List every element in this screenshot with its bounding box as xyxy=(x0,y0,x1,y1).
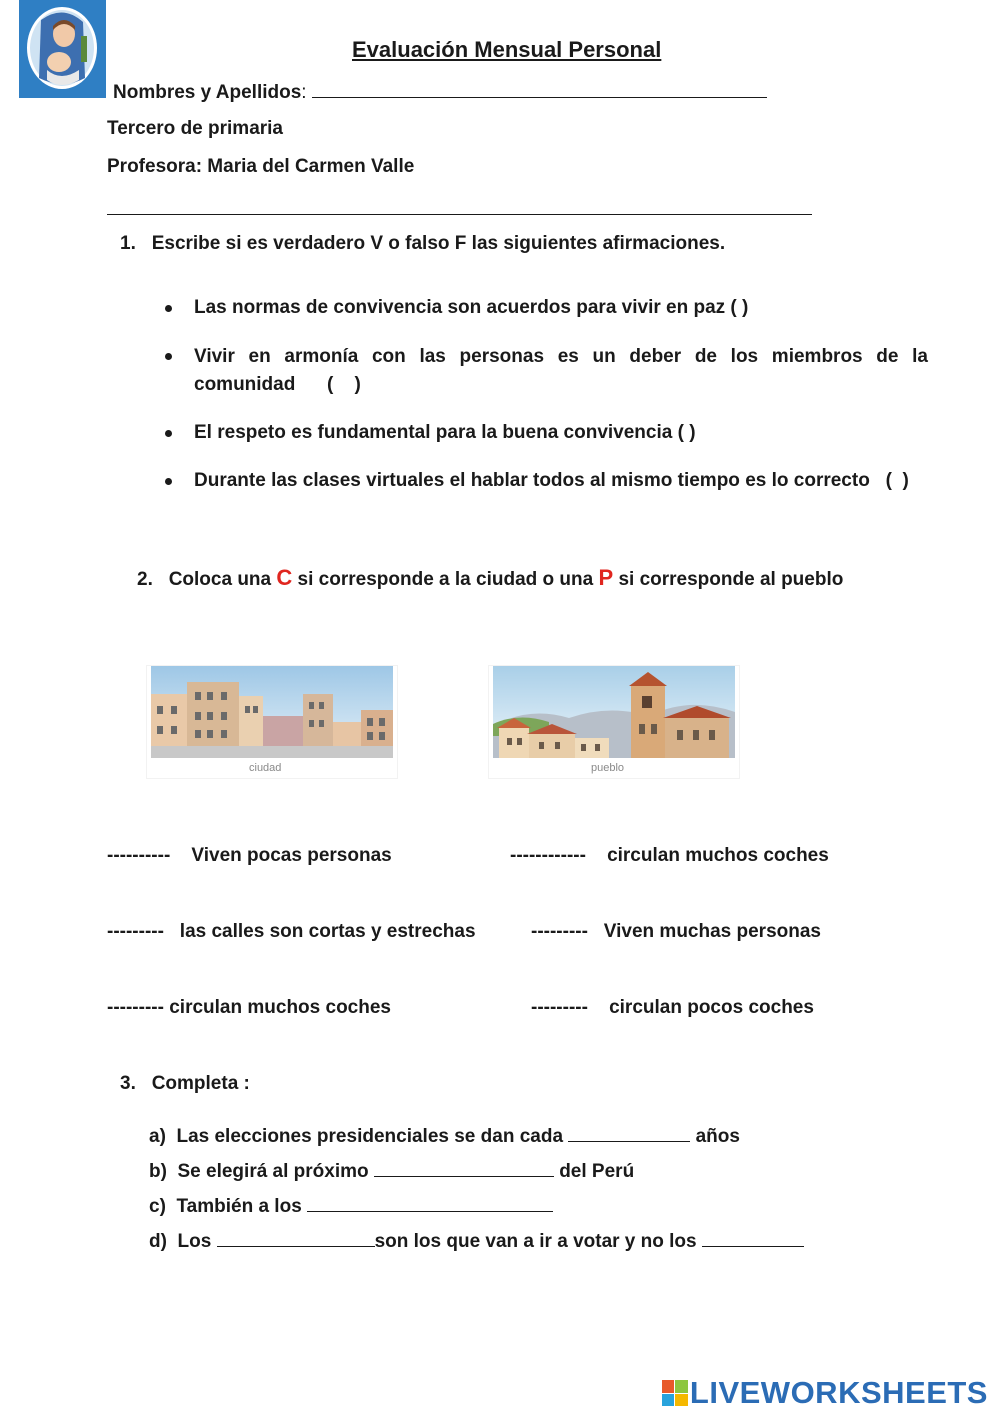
name-label: Nombres y Apellidos xyxy=(113,82,302,103)
grade-text: Tercero de primaria xyxy=(107,118,284,139)
q1-item-1[interactable]: Las normas de convivencia son acuerdos para vivir en paz ( ) xyxy=(194,297,749,318)
statement-text: Viven pocas personas xyxy=(191,845,392,866)
fill-blank[interactable] xyxy=(307,1193,553,1212)
town-image xyxy=(488,665,740,779)
item-text: son los que van a ir a votar y no los xyxy=(374,1231,702,1252)
bullet-icon xyxy=(165,430,172,437)
city-image xyxy=(146,665,398,779)
name-blank[interactable] xyxy=(312,79,767,98)
q2-number: 2. xyxy=(137,569,153,590)
q1-item-4[interactable]: Durante las clases virtuales el hablar todos al mismo tiempo es lo correcto ( ) xyxy=(194,470,909,491)
q1-heading xyxy=(120,233,725,255)
item-text: años xyxy=(690,1126,740,1147)
answer-blank[interactable]: --------- xyxy=(107,997,164,1018)
item-letter: b) xyxy=(149,1161,167,1182)
q2-row-2-left xyxy=(107,921,476,943)
q1-prompt: Escribe si es verdadero V o falso F las siguientes afirmaciones. xyxy=(151,233,726,254)
fill-blank[interactable] xyxy=(702,1228,804,1247)
item-letter: c) xyxy=(149,1196,166,1217)
q3-item-b xyxy=(149,1158,634,1183)
header-divider xyxy=(107,214,812,215)
q2-prompt-b: si corresponde a la ciudad o una xyxy=(292,569,599,590)
fill-blank[interactable] xyxy=(568,1123,690,1142)
q2-prompt-c: si corresponde al pueblo xyxy=(613,569,844,590)
q1-number: 1. xyxy=(120,233,136,254)
statement-text: circulan muchos coches xyxy=(169,997,391,1018)
bullet-icon xyxy=(165,305,172,312)
name-separator: : xyxy=(301,82,307,103)
statement-text: Viven muchas personas xyxy=(603,921,821,942)
statement-text: circulan muchos coches xyxy=(607,845,829,866)
q2-row-3-right xyxy=(531,997,814,1019)
page-title: Evaluación Mensual Personal xyxy=(352,37,662,62)
item-letter: d) xyxy=(149,1231,167,1252)
school-logo xyxy=(19,0,106,98)
q2-row-1-right xyxy=(510,845,829,867)
q1-item-3[interactable]: El respeto es fundamental para la buena convivencia ( ) xyxy=(194,422,696,443)
teacher-text: Profesora: Maria del Carmen Valle xyxy=(107,156,415,177)
q2-row-2-right xyxy=(531,921,821,943)
name-field-row xyxy=(113,79,767,104)
q2-prompt-a: Coloca una xyxy=(168,569,277,590)
letter-p: P xyxy=(598,565,614,590)
city-caption: ciudad xyxy=(249,762,282,774)
liveworksheets-logo xyxy=(662,1375,988,1411)
q1-item-2-line2[interactable]: comunidad ( ) xyxy=(194,374,361,395)
bullet-icon xyxy=(165,478,172,485)
item-text: Las elecciones presidenciales se dan cada xyxy=(176,1126,569,1147)
q2-row-1-left xyxy=(107,845,392,867)
item-text: del Perú xyxy=(553,1161,635,1182)
q3-heading xyxy=(120,1073,250,1095)
statement-text: las calles son cortas y estrechas xyxy=(179,921,476,942)
q1-item-2-line1[interactable]: Vivir en armonía con las personas es un deber de los miembros de la xyxy=(194,346,928,367)
q3-item-c xyxy=(149,1193,553,1218)
bullet-icon xyxy=(165,353,172,360)
item-text: Los xyxy=(177,1231,217,1252)
item-text: También a los xyxy=(176,1196,308,1217)
q3-item-a xyxy=(149,1123,740,1148)
q2-heading xyxy=(137,565,843,591)
q3-number: 3. xyxy=(120,1073,136,1094)
brand-grid-icon xyxy=(662,1380,688,1406)
q2-row-3-left xyxy=(107,997,391,1019)
answer-blank[interactable]: ------------ xyxy=(510,845,586,866)
answer-blank[interactable]: --------- xyxy=(531,921,588,942)
fill-blank[interactable] xyxy=(217,1228,375,1247)
answer-blank[interactable]: --------- xyxy=(107,921,164,942)
fill-blank[interactable] xyxy=(374,1158,554,1177)
item-letter: a) xyxy=(149,1126,166,1147)
q3-item-d xyxy=(149,1228,804,1253)
letter-c: C xyxy=(276,565,293,590)
q3-prompt: Completa : xyxy=(151,1073,250,1094)
item-text: Se elegirá al próximo xyxy=(177,1161,374,1182)
answer-blank[interactable]: --------- xyxy=(531,997,588,1018)
answer-blank[interactable]: ---------- xyxy=(107,845,171,866)
brand-text: LIVEWORKSHEETS xyxy=(689,1375,988,1410)
statement-text: circulan pocos coches xyxy=(609,997,814,1018)
town-caption: pueblo xyxy=(591,762,625,774)
